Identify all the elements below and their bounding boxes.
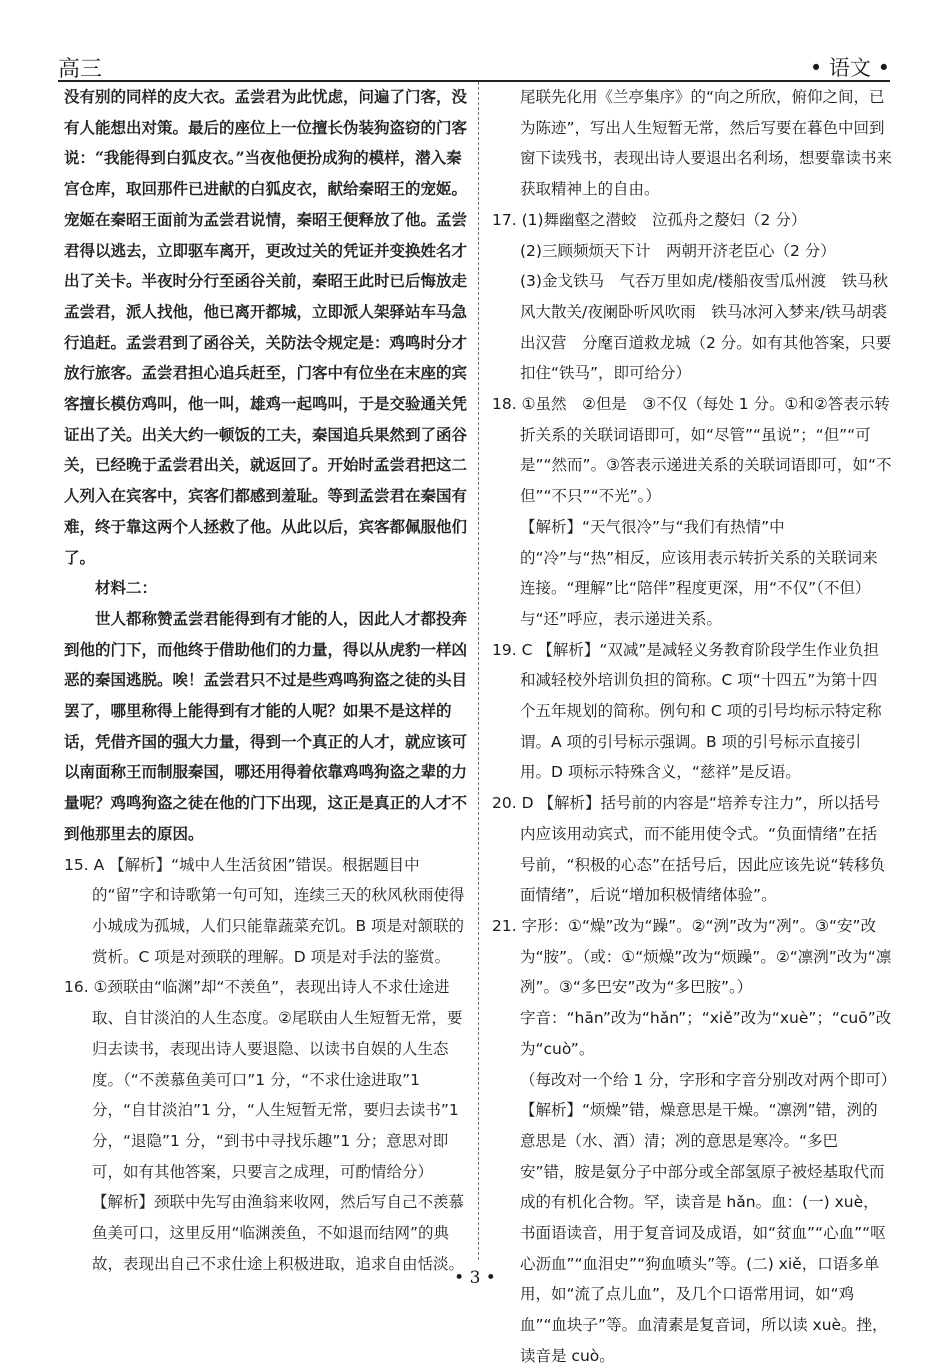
subject-label: • 语文 • xyxy=(809,56,890,80)
answer-16-analysis: 【解析】颈联中先写由渔翁来收网，然后写自己不羡慕鱼美可口，这里反用“临渊羡鱼，不如退而结网”的典故，表现出自己不求仕途上积极进取，追求自由恬淡。 xyxy=(92,1193,465,1273)
answer-16: 16. ①颈联由“临渊”却“不羡鱼”，表现出诗人不求仕途进取、自甘淡泊的人生态度。②尾联由人生短暂无常，要归去读书，表现出诗人要退隐、以读书自娱的人生态度。（“不羡慕鱼美可口”1 分，“不求仕途进取”1 分，“自甘淡泊”1 分，“人生短暂无常，要归去读书”1 分，“退隐”1 分，“到书中寻找乐趣”1 分；意思对即可，如有其他答案，只要言之成理，可酌情给分） xyxy=(64,978,463,1181)
answer-15: 15. A 【解析】“城中人生活贫困”错误。根据题目中的“留”字和诗歌第一句可知，连续三天的秋风秋雨使得小城成为孤城，人们只能靠蔬菜充饥。B 项是对颔联的赏析。C 项是对颈联的理解。D 项是对手法的鉴赏。 xyxy=(64,855,465,966)
answer-20: 20. D 【解析】括号前的内容是“培养专注力”，所以括号内应该用动宾式，而不能用使令式。“负面情绪”在括号前，“积极的心态”在括号后，因此应该先说“转移负面情绪”，后说“增加积极情绪体验”。 xyxy=(492,794,886,905)
answer-18-analysis: 【解析】“天气很冷”与“我们有热情”中的“冷”与“热”相反，应该用表示转折关系的关联词来连接。“理解”比“陪伴”程度更深，用“不仅”（不但）与“还”呼应，表示递进关系。 xyxy=(520,517,878,628)
answer-17-1: 17. (1)舞幽壑之潜蛟 泣孤舟之嫠妇（2 分） xyxy=(492,210,807,229)
page-number: • 3 • xyxy=(454,1268,496,1288)
answer-17-3: (3)金戈铁马 气吞万里如虎/楼船夜雪瓜州渡 铁马秋风大散关/夜阑卧听风吹雨 铁马冰河入梦来/铁马胡裘出汉营 分麾百道救龙城（2 分。如有其他答案，只要扣住“铁马”，即可给分） xyxy=(520,272,892,383)
left-column xyxy=(64,82,468,1279)
answer-17-2: (2)三顾频烦天下计 两朝开济老臣心（2 分） xyxy=(520,241,836,260)
translation-paragraph-1: 没有别的同样的皮大衣。孟尝君为此忧虑，问遍了门客，没有人能想出对策。最后的座位上一位擅长伪装狗盗窃的门客说：“我能得到白狐皮衣。”当夜他便扮成狗的模样，潜入秦宫仓库，取回那件已进献的白狐皮衣，献给秦昭王的宠姬。宠姬在秦昭王面前为孟尝君说情，秦昭王便释放了他。孟尝君得以逃去，立即驱车离开，更改过关的凭证并变换姓名才出了关卡。半夜时分行至函谷关前，秦昭王此时已后悔放走孟尝君，派人找他，他已离开都城，立即派人架驿站车马急行追赶。孟尝君到了函谷关，关防法令规定是：鸡鸣时分才放行旅客。孟尝君担心追兵赶至，门客中有位坐在末座的宾客擅长模仿鸡叫，他一叫，雄鸡一起鸣叫，于是交验通关凭证出了关。出关大约一顿饭的工夫，秦国追兵果然到了函谷关，已经晚于孟尝君出关，就返回了。开始时孟尝君把这二人列入在宾客中，宾客们都感到羞耻。等到孟尝君在秦国有难，终于靠这两个人拯救了他。从此以后，宾客都佩服他们了。 xyxy=(64,87,468,567)
translation-paragraph-2: 世人都称赞孟尝君能得到有才能的人，因此人才都投奔到他的门下，而他终于借助他们的力量，得以从虎豹一样凶恶的秦国逃脱。唉！孟尝君只不过是些鸡鸣狗盗之徒的头目罢了，哪里称得上能得到有才能的人呢？如果不是这样的话，凭借齐国的强大力量，得到一个真正的人才，就应该可以南面称王而制服秦国，哪还用得着依靠鸡鸣狗盗之辈的力量呢？鸡鸣狗盗之徒在他的门下出现，这正是真正的人才不到他那里去的原因。 xyxy=(64,608,468,843)
answer-21-pronunciation: 字音：“hān”改为“hǎn”；“xiě”改为“xuè”；“cuō”改为“cuò”。 xyxy=(520,1009,892,1058)
column-divider xyxy=(478,82,479,1260)
answer-21-analysis: 【解析】“烦燥”错，燥意思是干燥。“凛洌”错，洌的意思是（水、酒）清；冽的意思是寒冷。“多巴安”错，胺是氨分子中部分或全部氢原子被烃基取代而成的有机化合物。罕，读音是 hǎn。血：(一) xuè，书面语读音，用于复音词及成语，如“贫血”“心血”“呕心沥血”“血泪史”“狗血喷头”等。(二) xiě，口语多单用，如“流了点儿血”，及几个口语常用词，如“鸡血”“血块子”等。血清素是复音词，所以读 xuè。挫，读音是 cuò。 xyxy=(520,1101,888,1365)
answer-19: 19. C 【解析】“双减”是减轻义务教育阶段学生作业负担和减轻校外培训负担的简称。C 项“十四五”为第十四个五年规划的简称。例句和 C 项的引号均标示特定称谓。A 项的引号标示强调。B 项的引号标示直接引用。D 项标示特殊含义，“慈祥”是反语。 xyxy=(492,640,882,782)
answer-16-continued: 尾联先化用《兰亭集序》的“向之所欣，俯仰之间，已为陈迹”，写出人生短暂无常，然后写要在暮色中回到窗下读残书，表现出诗人要退出名利场，想要靠读书来获取精神上的自由。 xyxy=(520,88,893,199)
answer-18: 18. ①虽然 ②但是 ③不仅（每处 1 分。①和②答表示转折关系的关联词语即可，如“尽管”“虽说”；“但”“可是”“然而”。③答表示递进关系的关联词语即可，如“不但”“不只”“不光”。） xyxy=(492,395,892,506)
page-header xyxy=(58,50,890,82)
material-2-title: 材料二： xyxy=(95,578,158,598)
answer-21-glyphs: 21. 字形：①“燥”改为“躁”。②“洌”改为“冽”。③“安”改为“胺”。（或：①“烦燥”改为“烦躁”。②“凛洌”改为“凛冽”。③“多巴安”改为“多巴胺”。） xyxy=(492,916,892,997)
right-column xyxy=(492,82,897,1372)
answer-21-scoring: （每改对一个给 1 分，字形和字音分别改对两个即可） xyxy=(520,1070,897,1089)
grade-label: 高三 xyxy=(58,57,103,82)
